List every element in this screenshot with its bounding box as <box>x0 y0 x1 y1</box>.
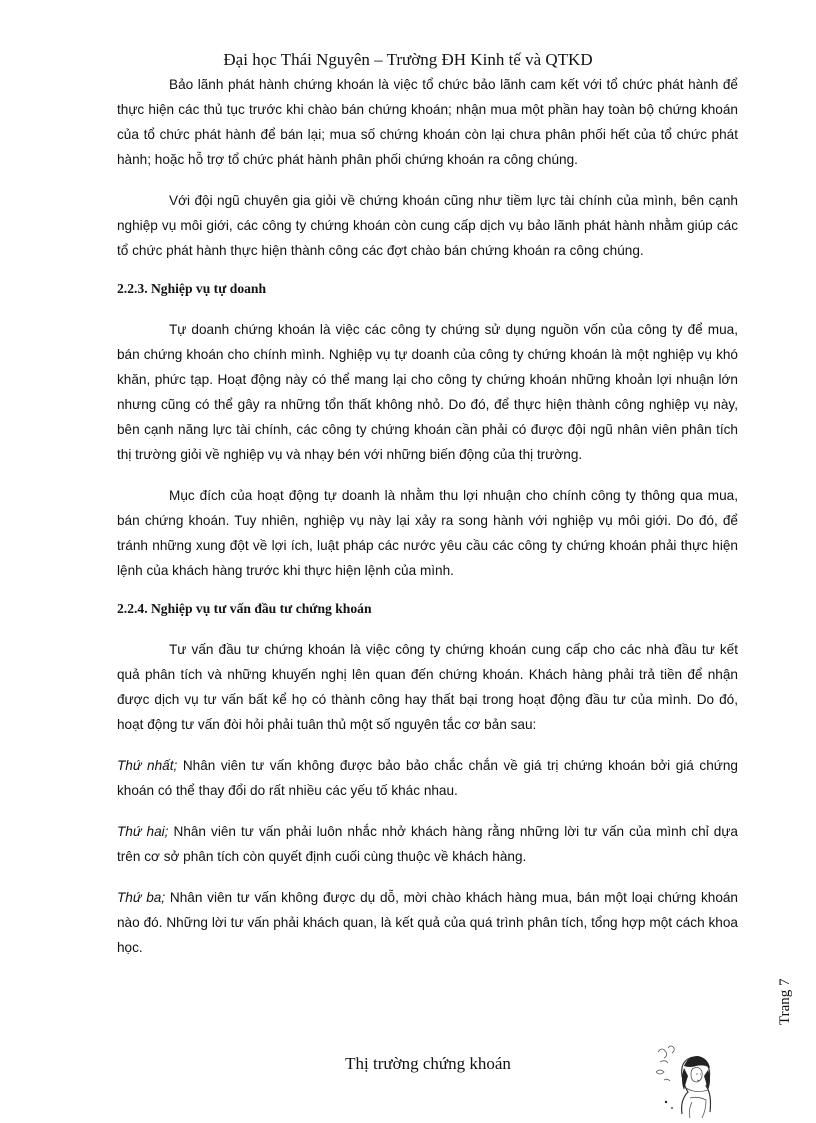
page-footer: Thị trường chứng khoán <box>345 1054 511 1073</box>
paragraph: Tự doanh chứng khoán là việc các công ty chứng sử dụng nguồn vốn của công ty để mua, bán chứng khoán cho chính mình. Nghiệp vụ tự doanh của công ty chứng khoán là một nghiệp vụ khó khăn, phức tạp. Hoạt động này có thể mang lại cho công ty chứng khoán những khoản lợi nhuận lớn nhưng cũng có thể gây ra những tổn thất không nhỏ. Do đó, để thực hiện thành công nghiệp vụ này, bên cạnh năng lực tài chính, các công ty chứng khoán cần phải có được đội ngũ nhân viên phân tích thị trường giỏi về nghiệp vụ và nhạy bén với những biến động của thị trường. <box>117 322 738 462</box>
section-heading-2-2-3: 2.2.3. Nghiệp vụ tự doanh <box>117 281 267 296</box>
principle-3 <box>117 885 738 960</box>
principle-1-lead: Thứ nhất; <box>117 758 178 773</box>
principle-3-text: Nhân viên tư vấn không được dụ dỗ, mời chào khách hàng mua, bán một loại chứng khoán nào đó. Những lời tư vấn phải khách quan, là kết quả của quá trình phân tích, tổng hợp một cách khoa học. <box>117 890 738 955</box>
principle-2-lead: Thứ hai; <box>117 824 169 839</box>
document-body <box>117 72 738 976</box>
principle-2 <box>117 819 738 869</box>
principle-3-lead: Thứ ba; <box>117 890 166 905</box>
page-header: Đại học Thái Nguyên – Trường ĐH Kinh tế và QTKD <box>223 50 593 69</box>
paragraph: Với đội ngũ chuyên gia giỏi về chứng khoán cũng như tiềm lực tài chính của mình, bên cạnh nghiệp vụ môi giới, các công ty chứng khoán còn cung cấp dịch vụ bảo lãnh phát hành nhằm giúp các tổ chức phát hành thực hiện thành công các đợt chào bán chứng khoán ra công chúng. <box>117 193 738 258</box>
paragraph: Tư vấn đầu tư chứng khoán là việc công ty chứng khoán cung cấp cho các nhà đầu tư kết quả phân tích và những khuyến nghị lên quan đến chứng khoán. Khách hàng phải trả tiền để nhận được dịch vụ tư vấn bất kể họ có thành công hay thất bại trong hoạt động đầu tư của mình. Do đó, hoạt động tư vấn đòi hỏi phải tuân thủ một số nguyên tắc cơ bản sau: <box>117 642 738 732</box>
paragraph: Mục đích của hoạt động tự doanh là nhằm thu lợi nhuận cho chính công ty thông qua mua, bán chứng khoán. Tuy nhiên, nghiệp vụ này lại xảy ra song hành với nghiệp vụ môi giới. Do đó, để tránh những xung đột về lợi ích, luật pháp các nước yêu cầu các công ty chứng khoán phải thực hiện lệnh của khách hàng trước khi thực hiện lệnh của mình. <box>117 488 738 578</box>
page-number: Trang 7 <box>777 978 793 1025</box>
section-heading-2-2-4: 2.2.4. Nghiệp vụ tư vấn đầu tư chứng khoán <box>117 601 372 616</box>
principle-1 <box>117 753 738 803</box>
principle-2-text: Nhân viên tư vấn phải luôn nhắc nhở khách hàng rằng những lời tư vấn của mình chỉ dựa trên cơ sở phân tích còn quyết định cuối cùng thuộc về khách hàng. <box>117 824 738 864</box>
paragraph: Bảo lãnh phát hành chứng khoán là việc tổ chức bảo lãnh cam kết với tổ chức phát hành để thực hiện các thủ tục trước khi chào bán chứng khoán; nhận mua một phần hay toàn bộ chứng khoán của tổ chức phát hành để bán lại; mua số chứng khoán còn lại chưa phân phối hết của tổ chức phát hành; hoặc hỗ trợ tổ chức phát hành phân phối chứng khoán ra công chúng. <box>117 77 738 167</box>
principle-1-text: Nhân viên tư vấn không được bảo bảo chắc chắn về giá trị chứng khoán bởi giá chứng khoán có thể thay đổi do rất nhiều các yếu tố khác nhau. <box>117 758 738 798</box>
sketch-girl-illustration-icon <box>650 1038 730 1120</box>
